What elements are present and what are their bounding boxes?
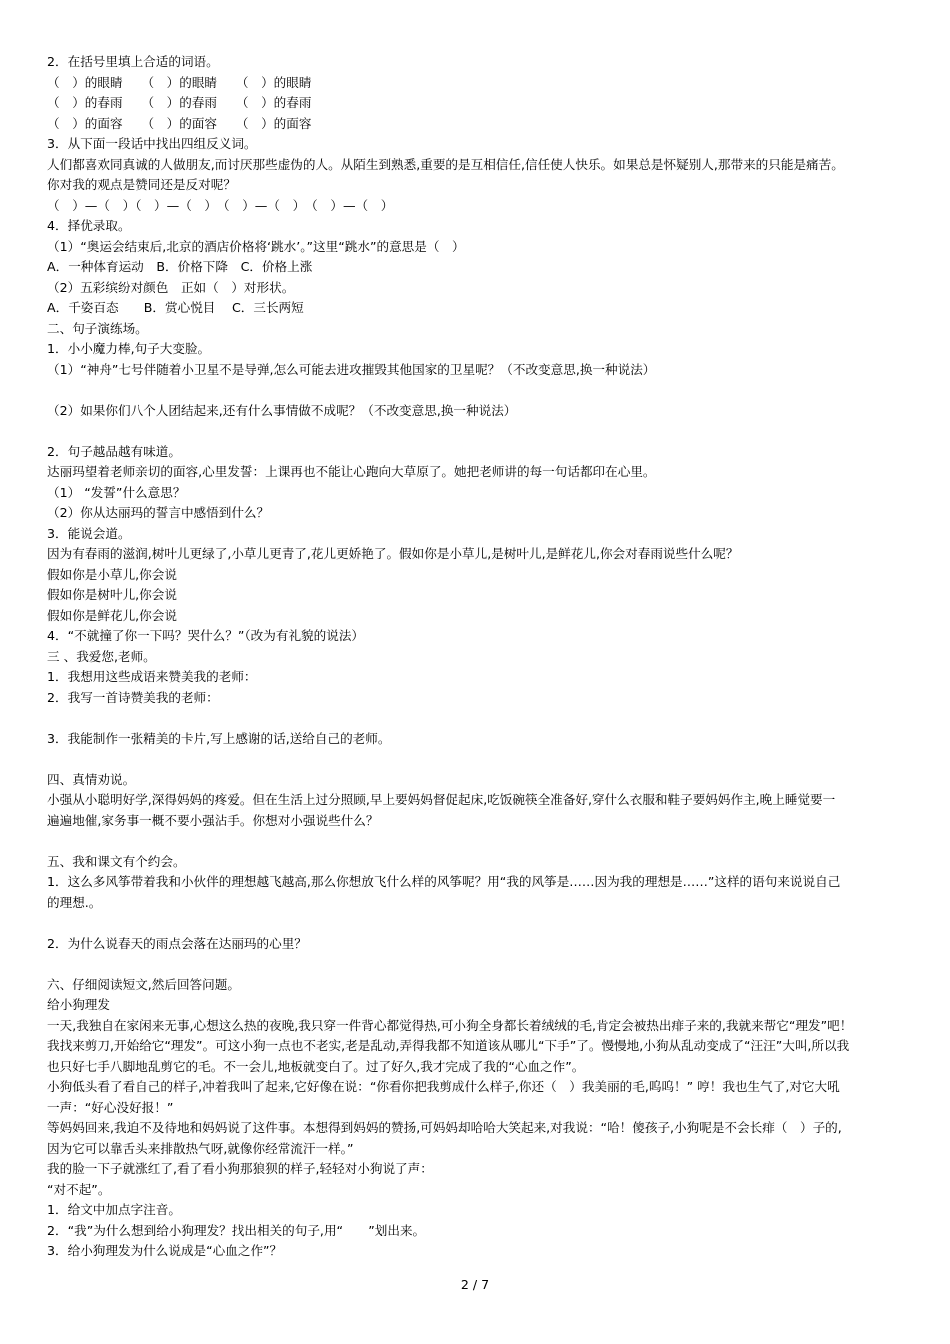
text-line: 假如你是树叶儿,你会说 (47, 587, 177, 602)
text-line: 3．给小狗理发为什么说成是“心血之作”？ (47, 1243, 283, 1258)
text-line: 假如你是鲜花儿,你会说 (47, 607, 177, 623)
text-line: （ ）的春雨 （ ）的春雨 （ ）的春雨 (47, 95, 312, 110)
text-line: 因为有春雨的滋润,树叶儿更绿了,小草儿更青了,花儿更娇艳了。假如你是小草儿,是树叶儿,是鲜花儿,你会对春雨说些什么呢？ (47, 546, 739, 561)
document-body (47, 52, 917, 1262)
text-line: 等妈妈回来,我迫不及待地和妈妈说了这件事。本想得到妈妈的赞扬,可妈妈却哈哈大笑起来,对我说：“哈！傻孩子,小狗呢是不会长痱（ ）子的, (47, 1120, 842, 1135)
text-line: 四、真情劝说。 (47, 771, 136, 787)
text-line: （ ）的眼睛 （ ）的眼睛 （ ）的眼睛 (47, 74, 312, 90)
text-line: A．千姿百态 B．赏心悦目 C．三长两短 (47, 300, 304, 315)
text-line: 4．“不就撞了你一下吗？哭什么？”（改为有礼貌的说法） (47, 628, 365, 643)
text-line: 也只好七手八脚地乱剪它的毛。不一会儿,地板就变白了。过了好久,我才完成了我的“心血之作”。 (47, 1058, 585, 1074)
text-line: 1．给文中加点字注音。 (47, 1202, 181, 1217)
text-line: 五、我和课文有个约会。 (47, 853, 186, 869)
text-line: （2）你从达丽玛的誓言中感悟到什么？ (47, 505, 270, 520)
text-line: 2．为什么说春天的雨点会落在达丽玛的心里？ (47, 935, 307, 951)
text-line: 1．我想用这些成语来赞美我的老师： (47, 669, 257, 684)
text-line: 我找来剪刀,开始给它“理发”。可这小狗一点也不老实,老是乱动,弄得我都不知道该从哪儿“下手”了。慢慢地,小狗从乱动变成了“汪汪”大叫,所以我 (47, 1038, 850, 1053)
text-line: 假如你是小草儿,你会说 (47, 566, 177, 582)
text-line: 你对我的观点是赞同还是反对呢？ (47, 177, 236, 192)
text-line: 六、仔细阅读短文,然后回答问题。 (47, 976, 240, 992)
text-line: 遍遍地催,家务事一概不要小强沾手。你想对小强说些什么？ (47, 812, 379, 828)
text-line: 小狗低头看了看自己的样子,冲着我叫了起来,它好像在说：“你看你把我剪成什么样子,你还（ ）我美丽的毛,呜呜！” 哼！我也生气了,对它大吼 (47, 1079, 840, 1094)
blank-line (47, 831, 917, 852)
text-line: “对不起”。 (47, 1181, 111, 1197)
text-line: 达丽玛望着老师亲切的面容,心里发誓：上课再也不能让心跑向大草原了。她把老师讲的每一句话都印在心里。 (47, 464, 656, 479)
text-line: 一声：“好心没好报！” (47, 1099, 174, 1115)
text-line: 2．“我”为什么想到给小狗理发？找出相关的句子,用“ ”划出来。 (47, 1222, 426, 1238)
text-line: A．一种体育运动 B．价格下降 C．价格上涨 (47, 259, 313, 274)
text-line: 3．能说会道。 (47, 525, 131, 541)
blank-line (47, 421, 917, 442)
text-line: 2．我写一首诗赞美我的老师： (47, 689, 219, 705)
text-line: （2）如果你们八个人团结起来,还有什么事情做不成呢？（不改变意思,换一种说法） (47, 402, 517, 418)
text-line: 给小狗理发 (47, 997, 110, 1012)
text-line: 的理想.。 (47, 894, 102, 910)
text-line: 2．在括号里填上合适的词语。 (47, 54, 219, 69)
text-line: 3．从下面一段话中找出四组反义词。 (47, 136, 257, 151)
text-line: 人们都喜欢同真诚的人做朋友,而讨厌那些虚伪的人。从陌生到熟悉,重要的是互相信任,信任使人快乐。如果总是怀疑别人,那带来的只能是痛苦。 (47, 156, 844, 172)
text-line: 二、句子演练场。 (47, 320, 148, 336)
text-line: 1．这么多风筝带着我和小伙伴的理想越飞越高,那么你想放飞什么样的风筝呢？用“我的风筝是……因为我的理想是……”这样的语句来说说自己 (47, 874, 841, 889)
text-line: （1）“奥运会结束后,北京的酒店价格将‘跳水’。”这里“跳水”的意思是（ ） (47, 238, 465, 254)
text-line: 3．我能制作一张精美的卡片,写上感谢的话,送给自己的老师。 (47, 730, 391, 746)
text-line: 我的脸一下子就涨红了,看了看小狗那狼狈的样子,轻轻对小狗说了声： (47, 1161, 433, 1176)
text-line: 1．小小魔力棒,句子大变脸。 (47, 341, 211, 356)
text-line: （ ）—（ ）（ ）—（ ） （ ）—（ ） （ ）—（ ） (47, 197, 394, 213)
text-line: （1） “发誓”什么意思？ (47, 484, 186, 500)
text-line: （1）“神舟”七号伴随着小卫星不是导弹,怎么可能去进攻摧毁其他国家的卫星呢？（不改变意思,换一种说法） (47, 361, 656, 377)
text-line: 2．句子越品越有味道。 (47, 443, 181, 459)
text-line: 小强从小聪明好学,深得妈妈的疼爱。但在生活上过分照顾,早上要妈妈督促起床,吃饭碗筷全准备好,穿什么衣服和鞋子要妈妈作主,晚上睡觉要一 (47, 792, 836, 807)
blank-line (47, 954, 917, 975)
text-line: （2）五彩缤纷对颜色 正如（ ）对形状。 (47, 279, 295, 295)
text-line: 一天,我独自在家闲来无事,心想这么热的夜晚,我只穿一件背心都觉得热,可小狗全身都长着绒绒的毛,肯定会被热出痱子来的,我就来帮它“理发”吧！ (47, 1017, 853, 1033)
blank-line (47, 708, 917, 729)
text-line: 三 、我爱您,老师。 (47, 648, 156, 664)
blank-line (47, 913, 917, 934)
text-line: 因为它可以靠舌头来排散热气呀,就像你经常流汗一样。” (47, 1140, 354, 1156)
text-line: 4．择优录取。 (47, 218, 131, 233)
page-number: 2 / 7 (460, 1277, 490, 1292)
blank-line (47, 749, 917, 770)
text-line: （ ）的面容 （ ）的面容 （ ）的面容 (47, 115, 312, 131)
blank-line (47, 380, 917, 401)
